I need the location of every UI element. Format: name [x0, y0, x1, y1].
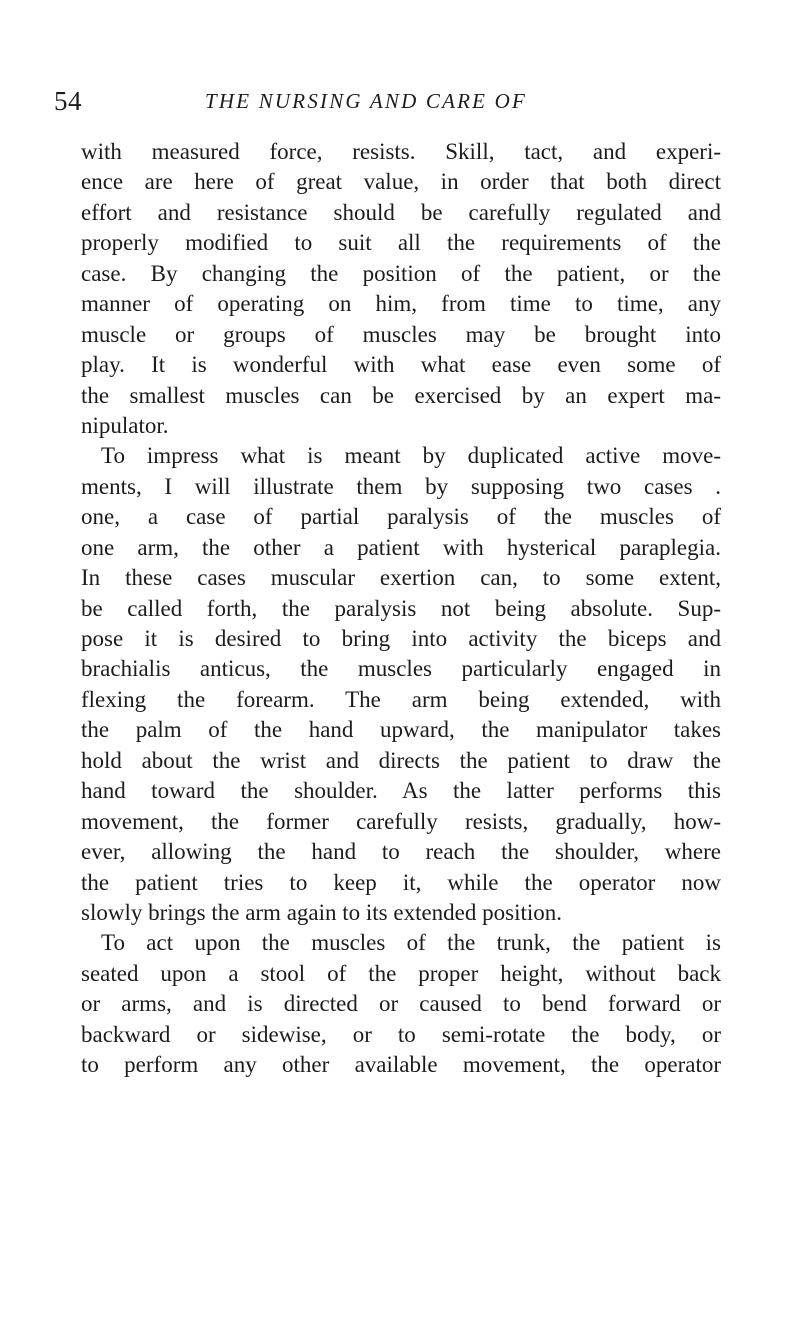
text-line: flexing the forearm. The arm being extended, with [81, 686, 721, 712]
text-line: pose it is desired to bring into activity the biceps and [81, 626, 721, 651]
text-line: manner of operating on him, from time to time, any [81, 291, 721, 317]
text-line: play. It is wonderful with what ease even some of [81, 352, 721, 378]
text-line: or arms, and is directed or caused to bend forward or [81, 991, 721, 1017]
body-text [81, 137, 721, 1081]
text-line: case. By changing the position of the patient, or the [81, 260, 721, 286]
text-line: ments, I will illustrate them by supposing two cases . [81, 473, 721, 499]
text-line: one arm, the other a patient with hysterical paraplegia. [81, 534, 721, 560]
text-line: In these cases muscular exertion can, to some extent, [81, 565, 721, 591]
text-line: hold about the wrist and directs the patient to draw the [81, 747, 721, 773]
text-line: backward or sidewise, or to semi-rotate the body, or [81, 1021, 721, 1047]
text-line: movement, the former carefully resists, gradually, how- [81, 808, 721, 834]
text-line: muscle or groups of muscles may be brought into [81, 321, 721, 347]
text-line: seated upon a stool of the proper height, without back [81, 960, 721, 986]
text-line: slowly brings the arm again to its extended position. [81, 899, 563, 925]
text-line: properly modified to suit all the requirements of the [81, 230, 721, 256]
text-line: one, a case of partial paralysis of the muscles of [81, 504, 721, 530]
text-line: ence are here of great value, in order that both direct [81, 169, 721, 195]
text-line: nipulator. [81, 412, 169, 438]
running-title: THE NURSING AND CARE OF [205, 89, 528, 113]
page-number: 54 [54, 86, 82, 116]
text-line: hand toward the shoulder. As the latter performs this [81, 778, 721, 804]
text-line: To impress what is meant by duplicated active move- [101, 443, 721, 469]
text-line: with measured force, resists. Skill, tact, and experi- [81, 139, 721, 164]
text-line: brachialis anticus, the muscles particularly engaged in [81, 656, 721, 682]
text-line: the smallest muscles can be exercised by an expert ma- [81, 382, 721, 408]
text-line: To act upon the muscles of the trunk, the patient is [101, 930, 721, 956]
text-line: effort and resistance should be carefully regulated and [81, 199, 721, 225]
running-head [54, 84, 754, 118]
text-line: the palm of the hand upward, the manipulator takes [81, 717, 721, 743]
text-line: be called forth, the paralysis not being absolute. Sup- [81, 595, 721, 621]
text-line: to perform any other available movement, the operator [81, 1052, 721, 1078]
text-line: the patient tries to keep it, while the operator now [81, 869, 721, 895]
text-line: ever, allowing the hand to reach the shoulder, where [81, 839, 721, 865]
